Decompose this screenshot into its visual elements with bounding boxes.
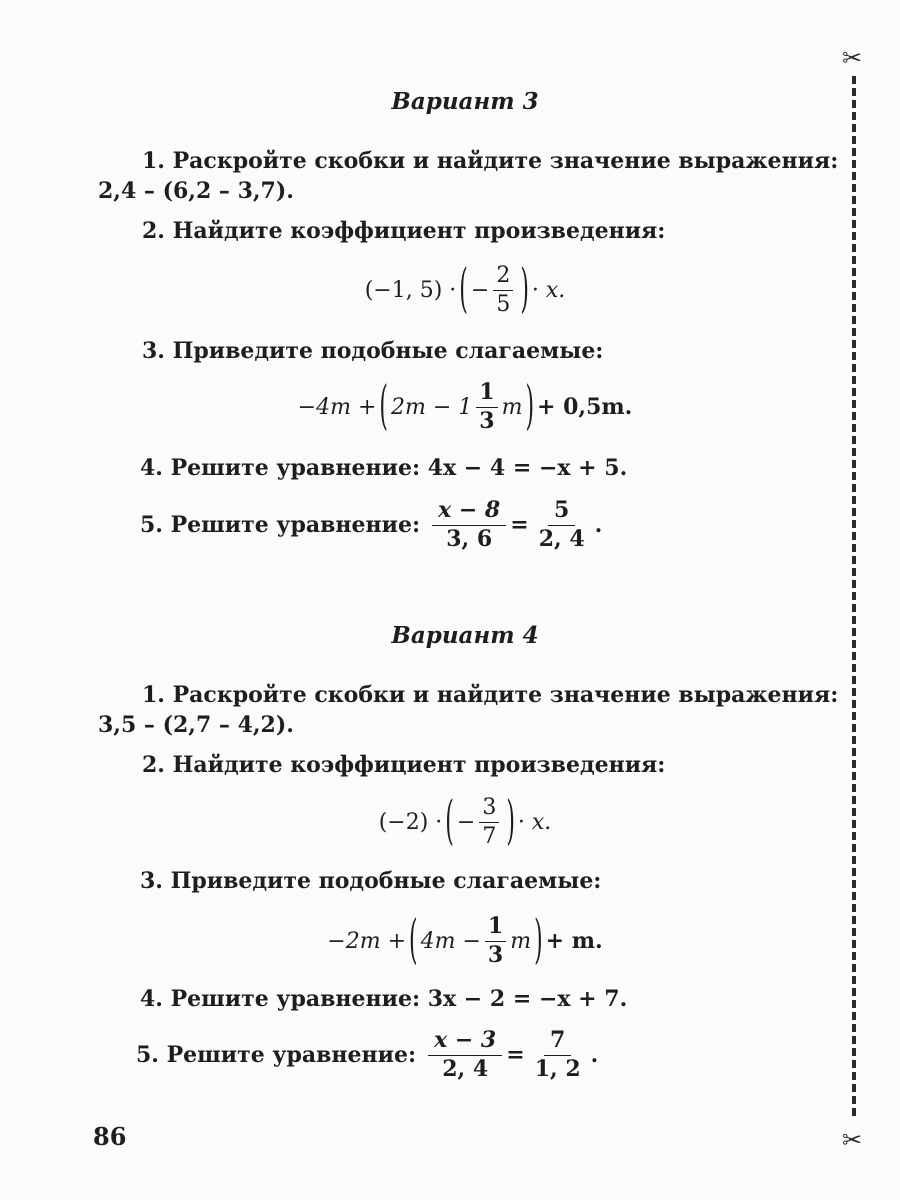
period: . [594, 512, 603, 538]
v3-f3-head: −4m + [297, 394, 377, 420]
v4-f3-tail: + m. [545, 928, 603, 954]
left-paren: ( [379, 377, 388, 437]
v4-f2-fraction [479, 796, 499, 847]
fraction-denominator: 1, 2 [534, 1055, 581, 1082]
fraction-numerator: 1 [485, 915, 506, 941]
v3-task-2-formula [0, 258, 900, 322]
variant-3-title: Вариант 3 [391, 88, 539, 115]
fraction-numerator: x − 8 [432, 499, 506, 525]
variant-4-title: Вариант 4 [391, 622, 539, 649]
fraction-numerator: 1 [476, 381, 497, 407]
v4-task-1-expression: 3,5 – (2,7 – 4,2). [98, 712, 294, 738]
scissors-icon: ✂ [842, 44, 863, 72]
v3-f2-fraction [493, 264, 513, 315]
v4-f2-tail: · x. [517, 809, 552, 835]
v4-f3-head: −2m + [327, 928, 406, 954]
v4-task-2-formula [0, 790, 900, 854]
left-paren: ( [445, 792, 454, 852]
equals-sign: = [510, 512, 529, 538]
v3-f3-tail: + 0,5m. [537, 394, 633, 420]
scissors-icon: ✂ [842, 1126, 863, 1154]
v4-task-3-formula [0, 906, 900, 976]
fraction-numerator: 7 [544, 1029, 571, 1055]
v3-task-3-formula [0, 372, 900, 442]
v4-task-5-label: 5. Решите уравнение: [136, 1042, 417, 1068]
v3-task-2-text: 2. Найдите коэффициент произведения: [142, 218, 666, 244]
v4-task-2-text: 2. Найдите коэффициент произведения: [142, 752, 666, 778]
fraction-numerator: x − 3 [428, 1029, 502, 1055]
v3-task-5-label: 5. Решите уравнение: [140, 512, 421, 538]
right-paren: ) [534, 911, 543, 971]
fraction-denominator: 3 [479, 407, 495, 434]
v4-f5-fraction-left [428, 1029, 502, 1080]
fraction-denominator: 3, 6 [446, 525, 493, 552]
fraction-numerator: 2 [493, 264, 513, 290]
period: . [590, 1042, 599, 1068]
v3-f2-minus: − [470, 277, 490, 303]
v3-f2-factor: (−1, 5) · [364, 277, 457, 303]
fraction-numerator: 3 [479, 796, 499, 822]
v4-task-5-text [136, 1026, 598, 1084]
v3-f2-tail: · x. [531, 277, 566, 303]
v3-task-5-text [140, 496, 602, 554]
left-paren: ( [459, 260, 468, 320]
v3-task-3-text: 3. Приведите подобные слагаемые: [142, 338, 604, 364]
equals-sign: = [506, 1042, 525, 1068]
v3-f3-inner: 2m − 1 [390, 394, 473, 420]
v3-f5-fraction-left [432, 499, 506, 550]
fraction-denominator: 5 [496, 291, 511, 317]
v4-f3-fraction [485, 915, 506, 966]
v4-f2-factor: (−2) · [378, 809, 443, 835]
v4-task-1-text: 1. Раскройте скобки и найдите значение выражения: [142, 682, 839, 708]
cut-line-divider [852, 76, 856, 1116]
v3-f5-fraction-right [533, 499, 591, 550]
right-paren: ) [506, 792, 515, 852]
fraction-denominator: 3 [487, 941, 504, 968]
right-paren: ) [520, 260, 529, 320]
v4-f2-minus: − [456, 809, 476, 835]
fraction-denominator: 7 [482, 823, 497, 849]
right-paren: ) [525, 377, 535, 437]
page-number: 86 [93, 1122, 127, 1151]
v4-f5-fraction-right [529, 1029, 587, 1080]
v3-task-1-text: 1. Раскройте скобки и найдите значение выражения: [142, 148, 839, 174]
fraction-denominator: 2, 4 [442, 1055, 489, 1082]
v4-f3-var: m [510, 928, 532, 954]
v3-task-1-expression: 2,4 – (6,2 – 3,7). [98, 178, 294, 204]
v3-task-4-text: 4. Решите уравнение: 4x − 4 = −x + 5. [140, 455, 628, 481]
v3-f3-fraction [476, 381, 497, 432]
v4-task-3-text: 3. Приведите подобные слагаемые: [140, 868, 602, 894]
v4-f3-inner: 4m − [420, 928, 481, 954]
fraction-denominator: 2, 4 [538, 525, 585, 552]
v3-f3-var: m [501, 394, 523, 420]
v4-task-4-text: 4. Решите уравнение: 3x − 2 = −x + 7. [140, 986, 628, 1012]
fraction-numerator: 5 [548, 499, 575, 525]
left-paren: ( [409, 911, 418, 971]
